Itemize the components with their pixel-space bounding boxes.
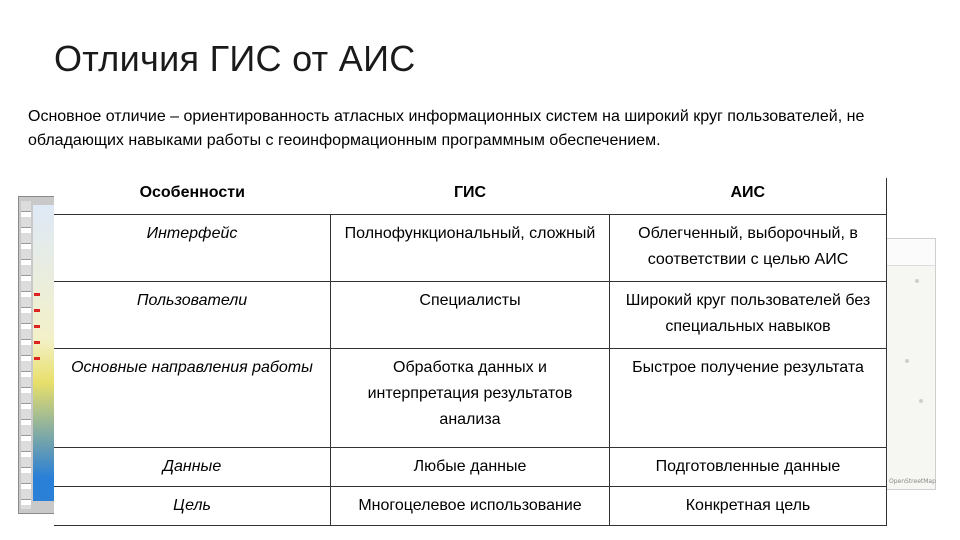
comparison-table (54, 178, 887, 526)
header-ais: АИС (730, 184, 766, 201)
row-feature: Данные (54, 448, 331, 487)
intro-text: Основное отличие – ориентированность атласных информационных систем на широкий круг пользователей, не обладающих навыками работы с геоинформационным программным обеспечением. (28, 108, 865, 149)
page-title: Отличия ГИС от АИС (54, 38, 416, 79)
table-row (54, 282, 887, 349)
row-gis-value: Обработка данных и интерпретация результатов анализа (331, 349, 610, 448)
header-gis: ГИС (453, 184, 487, 201)
row-feature: Интерфейс (54, 215, 331, 282)
row-feature: Пользователи (54, 282, 331, 349)
row-ais-value: Облегченный, выборочный, в соответствии с целью АИС (610, 215, 887, 282)
row-ais-value: Широкий круг пользователей без специальных навыков (610, 282, 887, 349)
row-feature: Цель (54, 487, 331, 526)
row-gis-value: Любые данные (331, 448, 610, 487)
table-row (54, 448, 887, 487)
table-header-row (54, 178, 887, 215)
row-gis-value: Многоцелевое использование (331, 487, 610, 526)
table-row (54, 215, 887, 282)
gis-toolbar (21, 201, 31, 509)
row-gis-value: Полнофункциональный, сложный (331, 215, 610, 282)
row-ais-value: Подготовленные данные (610, 448, 887, 487)
table-row (54, 349, 887, 448)
gis-map-view (33, 205, 55, 501)
table-row (54, 487, 887, 526)
row-ais-value: Конкретная цель (610, 487, 887, 526)
row-gis-value: Специалисты (331, 282, 610, 349)
row-ais-value: Быстрое получение результата (610, 349, 887, 448)
header-features: Особенности (139, 184, 245, 201)
row-feature: Основные направления работы (54, 349, 331, 448)
map-credit: OpenStreetMap (889, 478, 936, 485)
background-web-map-screenshot (884, 238, 936, 490)
web-map-header (885, 239, 935, 266)
background-gis-screenshot (18, 196, 58, 514)
